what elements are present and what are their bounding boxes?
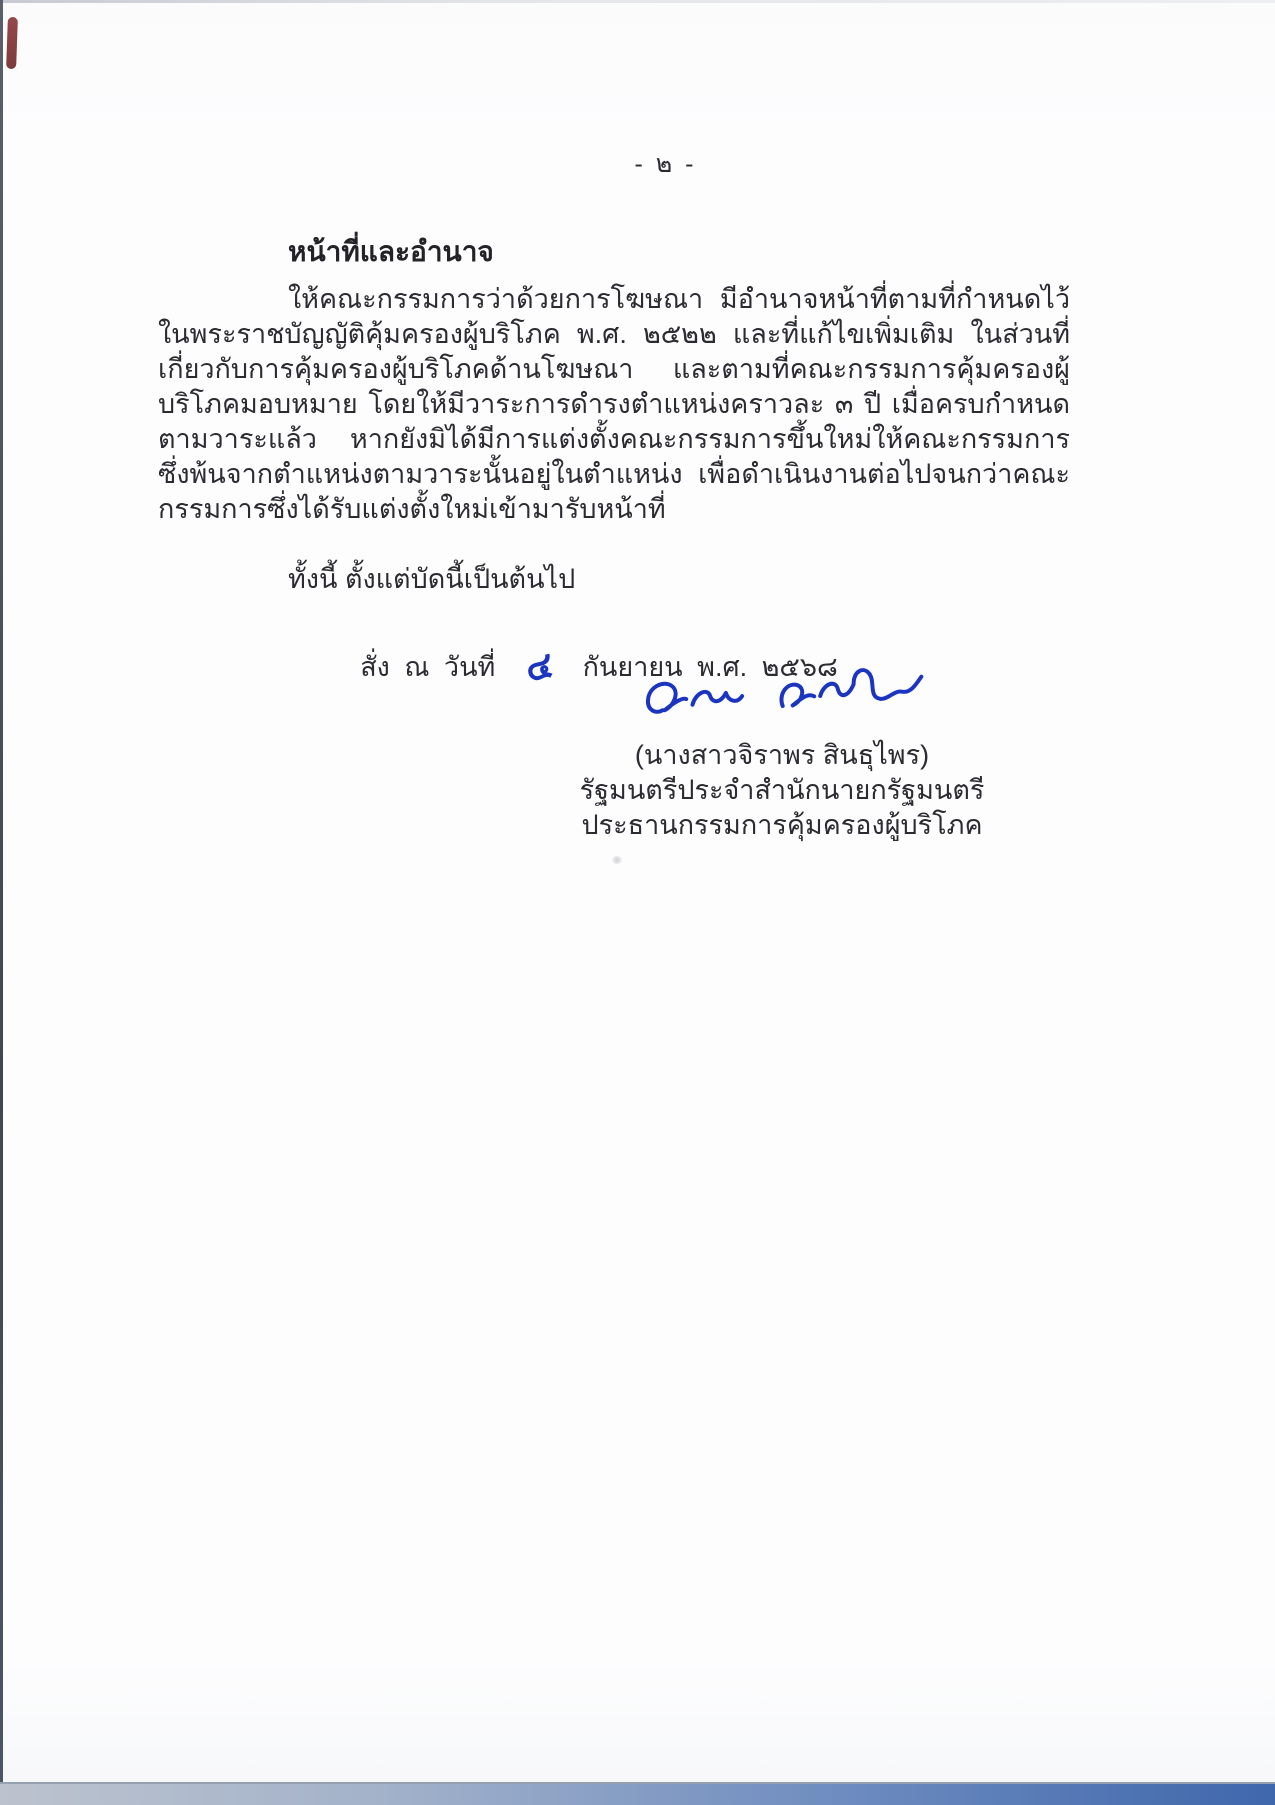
- scan-corner-mark: [6, 17, 18, 69]
- handwritten-day-numeral: ๔: [521, 643, 558, 690]
- effective-date-line: ทั้งนี้ ตั้งแต่บัดนี้เป็นต้นไป: [288, 564, 576, 594]
- order-date-suffix: กันยายน พ.ศ. ๒๕๖๘: [582, 652, 838, 682]
- order-date-prefix: สั่ง ณ วันที่: [360, 652, 496, 682]
- signatory-title-1: รัฐมนตรีประจำสำนักนายกรัฐมนตรี: [579, 775, 985, 805]
- scan-smudge: [612, 856, 622, 864]
- body-paragraph: ให้คณะกรรมการว่าด้วยการโฆษณา มีอำนาจหน้าที่ตามที่กำหนดไว้ในพระราชบัญญัติคุ้มครองผู้บริโภค พ.ศ. ๒๕๒๒ และที่แก้ไขเพิ่มเติม ในส่วนที่เกี่ยวกับการคุ้มครองผู้บริโภคด้านโฆษณา และตามที่คณะกรรมการคุ้มครองผู้บริโภคมอบหมาย โดยให้มีวาระการดำรงตำแหน่งคราวละ ๓ ปี เมื่อครบกำหนดตามวาระแล้ว หากยังมิได้มีการแต่งตั้งคณะกรรมการขึ้นใหม่ให้คณะกรรมการซึ่งพ้นจากตำแหน่งตามวาระนั้นอยู่ในตำแหน่ง เพื่อดำเนินงานต่อไปจนกว่าคณะกรรมการซึ่งได้รับแต่งตั้งใหม่เข้ามารับหน้าที่: [158, 284, 1070, 524]
- page-number: - ๒ -: [634, 150, 697, 178]
- scan-left-edge: [0, 0, 3, 1805]
- document-body: [158, 230, 1070, 692]
- signature-block: [532, 664, 1032, 843]
- signatory-name: (นางสาวจิราพร สินธุไพร): [634, 740, 930, 770]
- scan-top-edge: [0, 0, 1275, 3]
- scan-bottom-edge: [0, 1782, 1275, 1805]
- signature-ink: [632, 664, 932, 722]
- section-heading: หน้าที่และอำนาจ: [288, 236, 494, 267]
- signatory-title-2: ประธานกรรมการคุ้มครองผู้บริโภค: [581, 810, 983, 840]
